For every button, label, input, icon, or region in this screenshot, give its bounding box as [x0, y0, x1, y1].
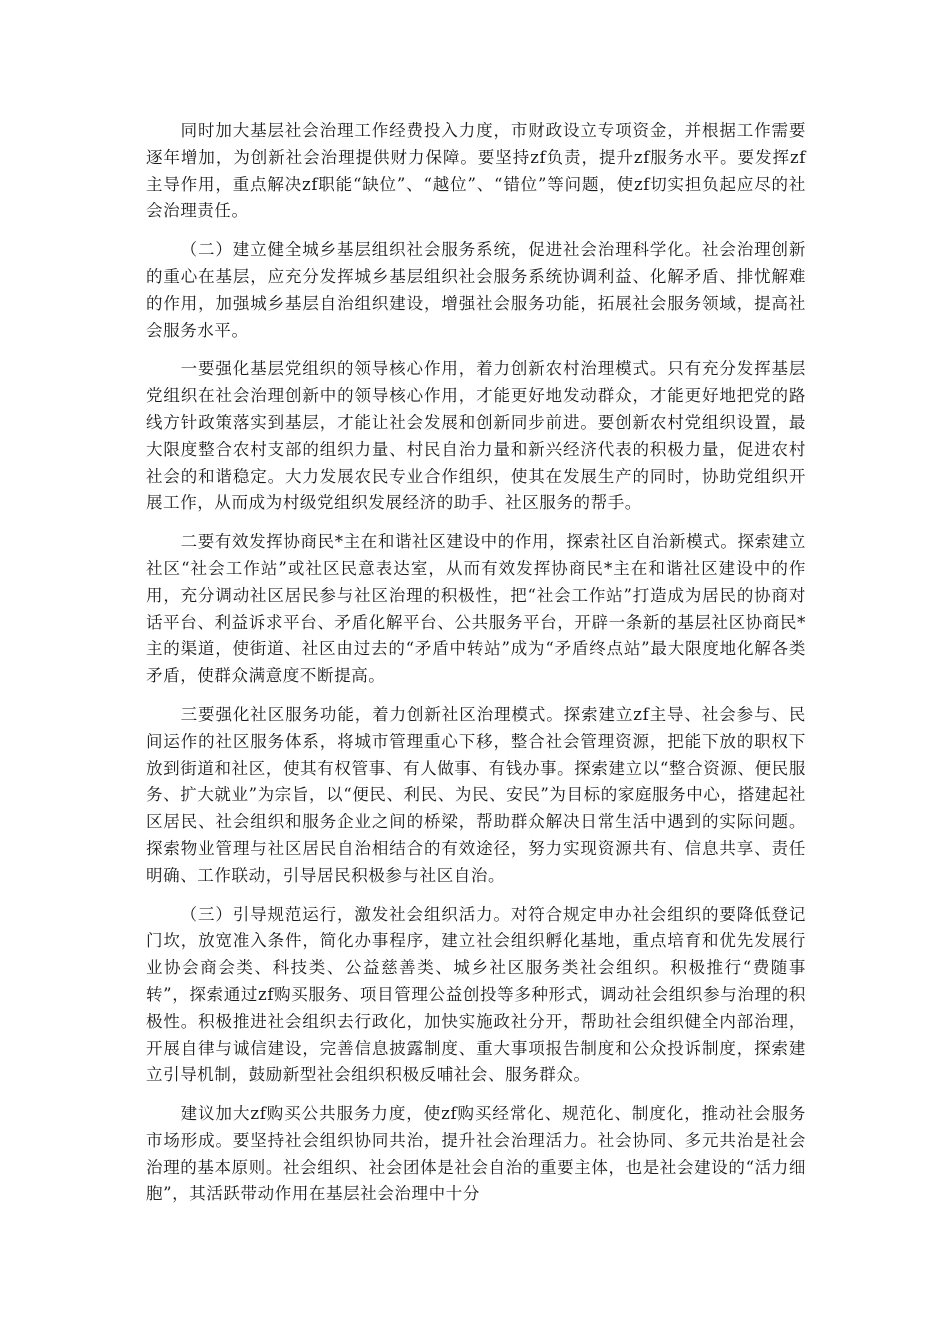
paragraph-3: 一要强化基层党组织的领导核心作用，着力创新农村治理模式。只有充分发挥基层党组织在社会治理创新中的领导核心作用，才能更好地发动群众，才能更好地把党的路线方针政策落实到基层，才能让社会发展和创新同步前进。要创新农村党组织设置，最大限度整合农村支部的组织力量、村民自治力量和新兴经济代表的积极力量，促进农村社会的和谐稳定。大力发展农民专业合作组织，使其在发展生产的同时，协助党组织开展工作，从而成为村级党组织发展经济的助手、社区服务的帮手。 [146, 359, 806, 513]
document-body [146, 118, 806, 1218]
paragraph-6: （三）引导规范运行，激发社会组织活力。对符合规定申办社会组织的要降低登记门坎，放宽准入条件，简化办事程序，建立社会组织孵化基地，重点培育和优先发展行业协会商会类、科技类、公益慈善类、城乡社区服务类社会组织。积极推行“费随事转”，探索通过zf购买服务、项目管理公益创投等多种形式，调动社会组织参与治理的积极性。积极推进社会组织去行政化，加快实施政社分开，帮助社会组织健全内部治理，开展自律与诚信建设，完善信息披露制度、重大事项报告制度和公众投诉制度，探索建立引导机制，鼓励新型社会组织积极反哺社会、服务群众。 [146, 904, 806, 1085]
paragraph-5: 三要强化社区服务功能，着力创新社区治理模式。探索建立zf主导、社会参与、民间运作的社区服务体系，将城市管理重心下移，整合社会管理资源，把能下放的职权下放到街道和社区，使其有权管事、有人做事、有钱办事。探索建立以“整合资源、便民服务、扩大就业”为宗旨，以“便民、利民、为民、安民”为目标的家庭服务中心，搭建起社区居民、社会组织和服务企业之间的桥梁，帮助群众解决日常生活中遇到的实际问题。探索物业管理与社区居民自治相结合的有效途径，努力实现资源共有、信息共享、责任明确、工作联动，引导居民积极参与社区自治。 [146, 704, 806, 885]
paragraph-1: 同时加大基层社会治理工作经费投入力度，市财政设立专项资金，并根据工作需要逐年增加，为创新社会治理提供财力保障。要坚持zf负责，提升zf服务水平。要发挥zf主导作用，重点解决zf职能“缺位”、“越位”、“错位”等问题，使zf切实担负起应尽的社会治理责任。 [146, 121, 806, 221]
paragraph-4: 二要有效发挥协商民*主在和谐社区建设中的作用，探索社区自治新模式。探索建立社区“社会工作站”或社区民意表达室，从而有效发挥协商民*主在和谐社区建设中的作用，充分调动社区居民参与社区治理的积极性，把“社会工作站”打造成为居民的协商对话平台、利益诉求平台、矛盾化解平台、公共服务平台，开辟一条新的基层社区协商民*主的渠道，使街道、社区由过去的“矛盾中转站”成为“矛盾终点站”最大限度地化解各类矛盾，使群众满意度不断提高。 [146, 532, 806, 686]
paragraph-2: （二）建立健全城乡基层组织社会服务系统，促进社会治理科学化。社会治理创新的重心在基层，应充分发挥城乡基层组织社会服务系统协调利益、化解矛盾、排忧解难的作用，加强城乡基层自治组织建设，增强社会服务功能，拓展社会服务领域，提高社会服务水平。 [146, 240, 806, 340]
paragraph-7: 建议加大zf购买公共服务力度，使zf购买经常化、规范化、制度化，推动社会服务市场形成。要坚持社会组织协同共治，提升社会治理活力。社会协同、多元共治是社会治理的基本原则。社会组织、社会团体是社会自治的重要主体，也是社会建设的“活力细胞”，其活跃带动作用在基层社会治理中十分 [146, 1104, 806, 1204]
